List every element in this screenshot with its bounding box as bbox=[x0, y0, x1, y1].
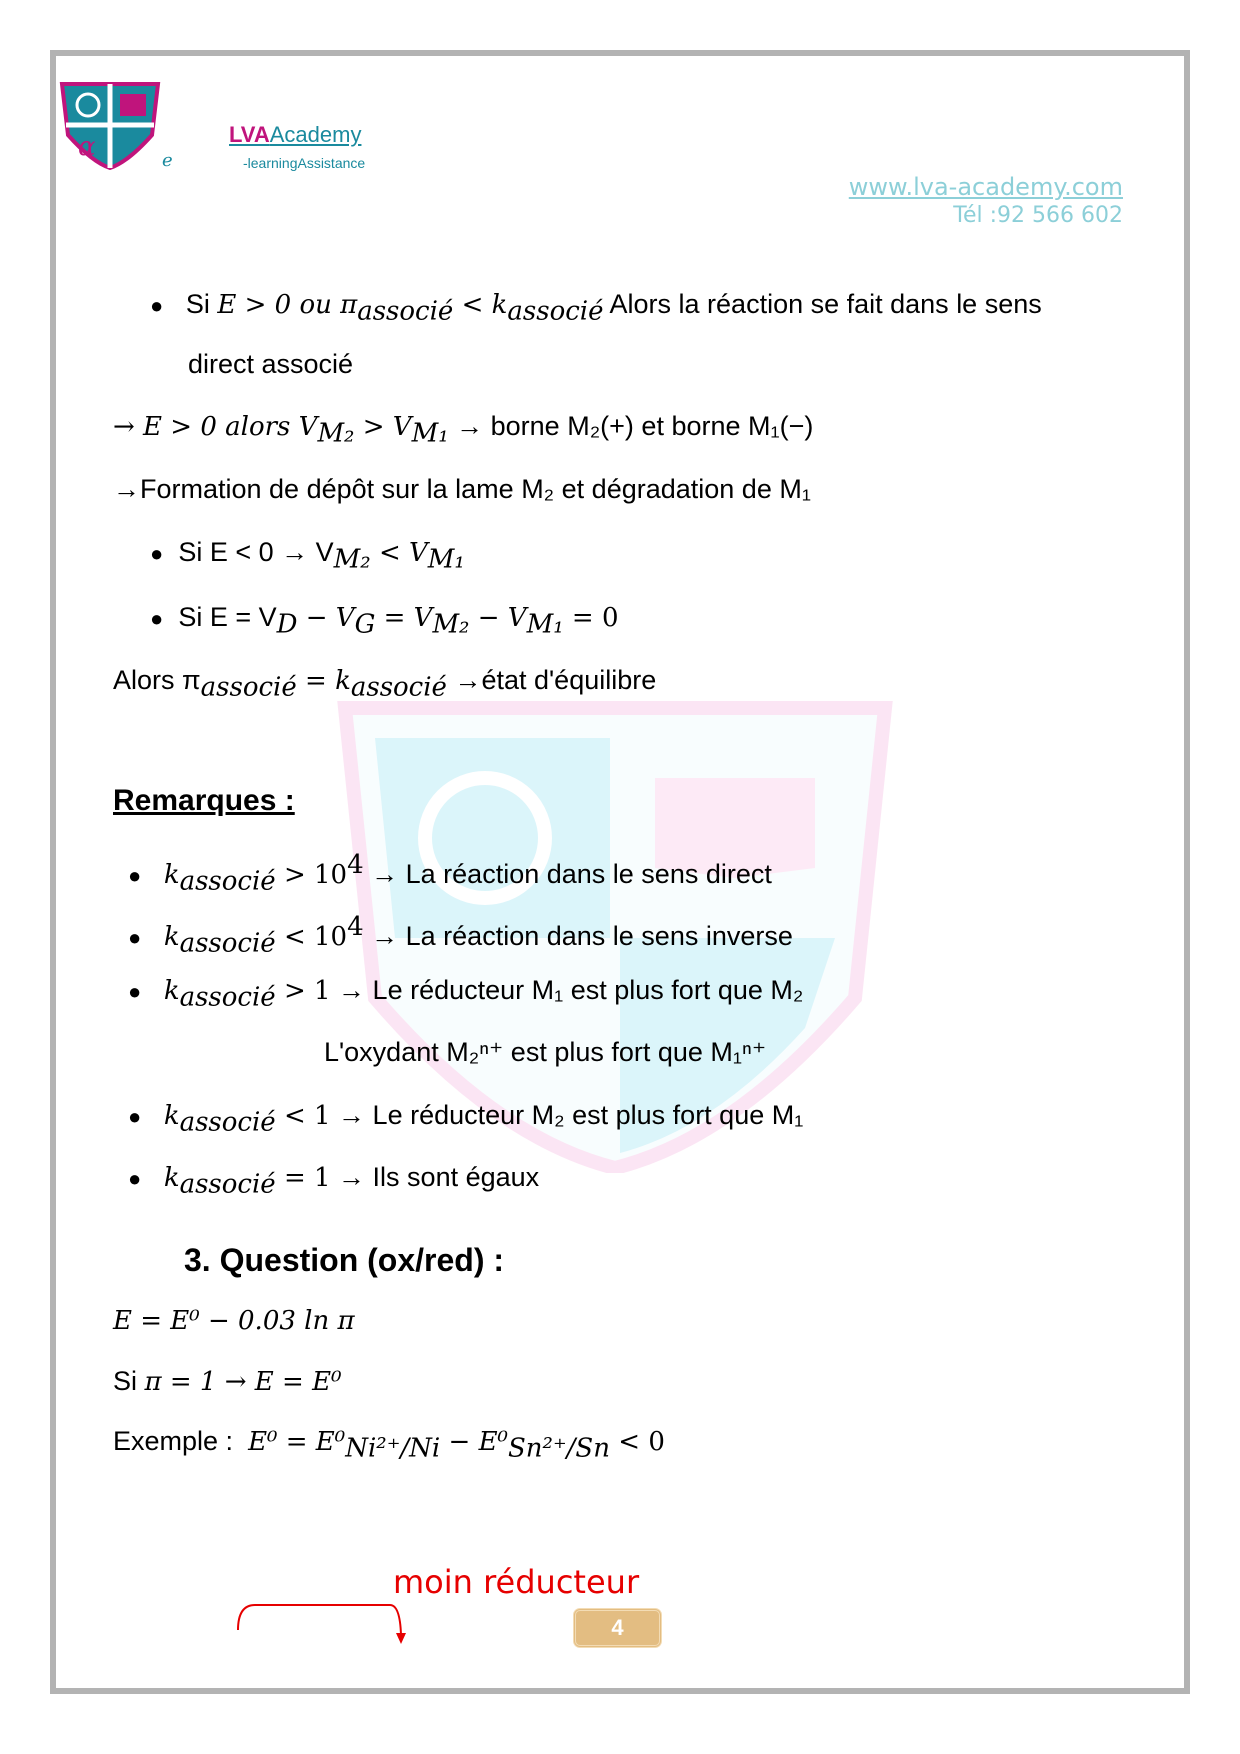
condition-line-1 bbox=[150, 288, 1042, 327]
remark-item: ● $k_{associé} < 10^4 \to La$ réaction dans le sens inverse bbox=[128, 912, 793, 959]
brand-academy: Academy bbox=[269, 122, 362, 147]
text: Si E < 0 → V bbox=[178, 537, 334, 567]
math-sub: associé bbox=[350, 672, 447, 703]
text: Alors la réaction se fait dans le sens bbox=[603, 289, 1042, 319]
remarks-title: Remarques : bbox=[113, 784, 295, 817]
brand-name bbox=[229, 122, 361, 148]
example-line: Exemple : $E^0 = E^0_{Ni^{2+}/Ni} - E^0_{Sn^{2+}/Sn} < 0$ bbox=[113, 1426, 665, 1464]
remark-item: ● $k_{associé} < 1 \to Le$ réducteur M₂ est plus fort que M₁ bbox=[128, 1100, 804, 1138]
math-sub: associé bbox=[507, 296, 604, 327]
remark-item: ● $k_{associé} = 1$ → Ils sont égaux bbox=[128, 1162, 540, 1200]
text: Alors π bbox=[113, 665, 201, 695]
math: → E > 0 alors V bbox=[113, 412, 318, 442]
brand-e: e bbox=[162, 150, 173, 171]
website-link[interactable]: www.lva-academy.com bbox=[848, 173, 1123, 201]
lva-logo-icon bbox=[58, 80, 162, 170]
brand-tagline: -learningAssistance bbox=[243, 155, 366, 171]
page-number-badge: 4 bbox=[573, 1608, 662, 1648]
bullet: ● bbox=[150, 293, 164, 318]
text: Si E = V bbox=[178, 602, 277, 632]
equation-pi-one: Si π = 1 → E = E⁰ bbox=[113, 1366, 342, 1397]
math-sub: associé bbox=[357, 296, 454, 327]
text: → borne M₂(+) et borne M₁(−) bbox=[456, 411, 814, 441]
brand-lva: LVA bbox=[229, 122, 270, 147]
condition-line-5: ● Si $E < 0 \to V_{M_2} < V_{M_1}$ bbox=[150, 537, 465, 575]
condition-line-2: direct associé bbox=[188, 349, 354, 379]
section-3-title: 3. Question (ox/red) : bbox=[184, 1242, 505, 1278]
oxidant-line: L'oxydant M₂ⁿ⁺ est plus fort que M₁ⁿ⁺ bbox=[324, 1037, 767, 1067]
equation-nernst: E = E⁰ − 0.03 ln π bbox=[113, 1306, 355, 1336]
math: < k bbox=[453, 290, 508, 320]
text: →état d'équilibre bbox=[454, 665, 657, 695]
phone-number: Tél :92 566 602 bbox=[953, 203, 1123, 228]
remark-item: ● $k_{associé} > 10^4 \to La$ réaction dans le sens direct bbox=[128, 850, 772, 897]
svg-text:α: α bbox=[78, 132, 96, 162]
annotation-moin-reducteur: moin réducteur bbox=[393, 1563, 640, 1601]
condition-line-4: →Formation de dépôt sur la lame M₂ et dégradation de M₁ bbox=[113, 474, 811, 504]
math: E > 0 ou π bbox=[217, 290, 358, 320]
text: Si bbox=[185, 289, 210, 319]
condition-line-6: ● Si $E = V_D - V_G = V_{M_2} - V_{M_1} = 0$ bbox=[150, 602, 619, 640]
condition-line-3: → E > 0 alors $V_{M_2} > V_{M_1}$ → borne M₂(+) et borne M₁(−) bbox=[113, 411, 814, 449]
remark-item: ● $k_{associé} > 1 \to Le$ réducteur M₁ est plus fort que M₂ bbox=[128, 975, 804, 1013]
curved-arrow-icon bbox=[235, 1600, 410, 1645]
math-sub: associé bbox=[200, 672, 297, 703]
condition-line-7: Alors $\pi_{associé} = k_{associé}$ →état d'équilibre bbox=[113, 665, 657, 703]
